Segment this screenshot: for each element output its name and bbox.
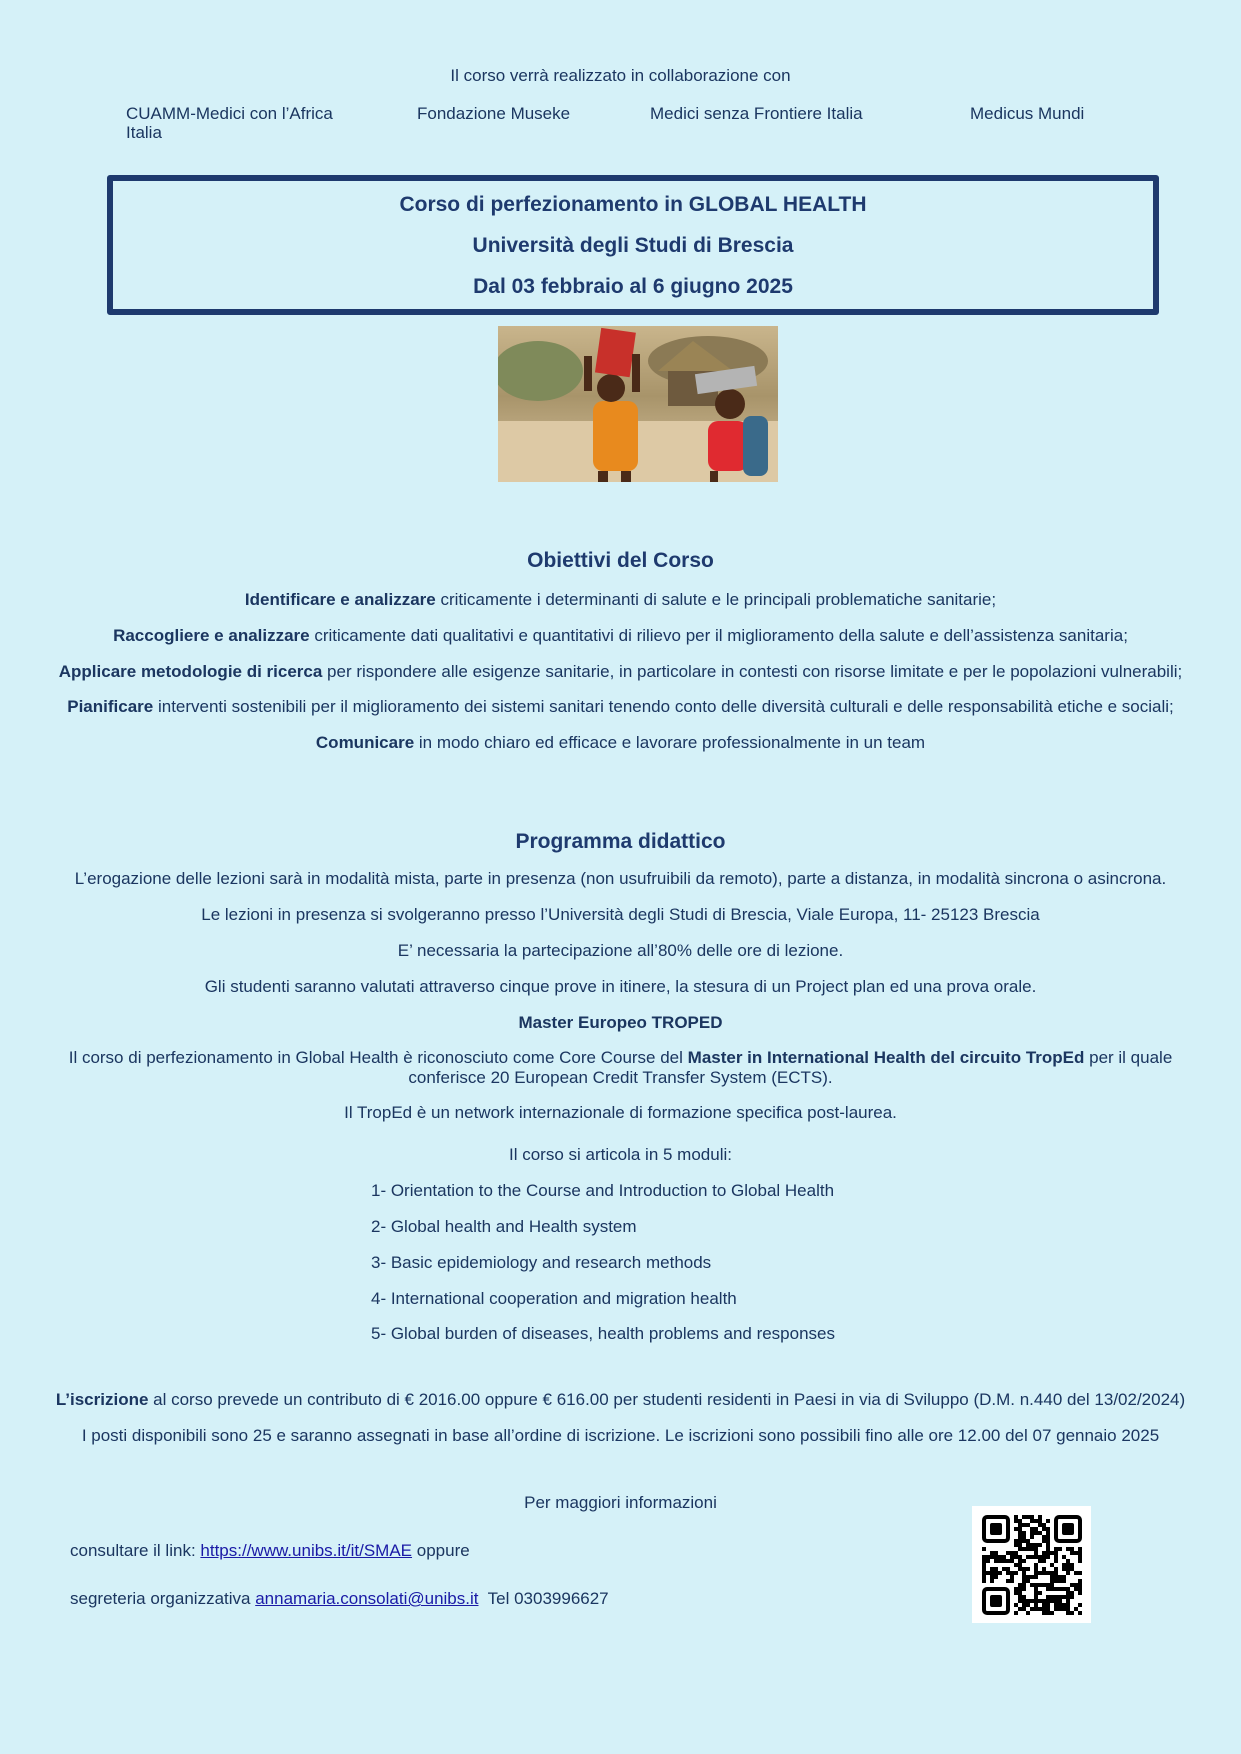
master-text: per il quale (1084, 1048, 1173, 1067)
secretary-line (70, 1589, 609, 1609)
objective-text: interventi sostenibili per il miglioramento dei sistemi sanitari tenendo conto delle diversità culturali e delle responsabilità etiche e sociali; (153, 697, 1174, 716)
partner-cuamm: CUAMM-Medici con l’Africa Italia (126, 104, 333, 142)
module-item: 1- Orientation to the Course and Introduction to Global Health (371, 1181, 835, 1200)
objective-bold: Identificare e analizzare (244, 590, 436, 609)
university-name: Università degli Studi di Brescia (472, 234, 794, 257)
program-paragraph: Le lezioni in presenza si svolgeranno presso l’Università degli Studi di Brescia, Viale Europa, 11- 25123 Brescia (201, 905, 1040, 924)
link-line (70, 1541, 470, 1561)
email-link[interactable]: annamaria.consolati@unibs.it (255, 1589, 479, 1608)
objective-item (0, 590, 1241, 610)
link-suffix: oppure (412, 1541, 470, 1560)
program-title: Programma didattico (515, 830, 726, 853)
objective-bold: Comunicare (315, 733, 415, 752)
master-title: Master Europeo TROPED (518, 1013, 723, 1032)
objectives-title: Obiettivi del Corso (527, 549, 714, 572)
module-item: 4- International cooperation and migration health (371, 1289, 737, 1308)
module-item: 5- Global burden of diseases, health problems and responses (371, 1324, 836, 1343)
enrollment-text: al corso prevede un contributo di € 2016.00 oppure € 616.00 per studenti residenti in Paesi in via di Sviluppo (D.M. n.440 del 13/02/2024) (148, 1390, 1186, 1409)
secretary-prefix: segreteria organizzativa (70, 1589, 256, 1608)
partner-msf: Medici senza Frontiere Italia (650, 104, 863, 123)
program-paragraph: Gli studenti saranno valutati attraverso cinque prove in itinere, la stesura di un Project plan ed una prova orale. (204, 977, 1037, 996)
link-prefix: consultare il link: (70, 1541, 201, 1560)
website-link[interactable]: https://www.unibs.it/it/SMAE (200, 1541, 413, 1560)
course-title-box (107, 175, 1159, 315)
collaboration-intro: Il corso verrà realizzato in collaborazione con (450, 66, 791, 85)
partner-museke: Fondazione Museke (417, 104, 571, 123)
modules-intro: Il corso si articola in 5 moduli: (509, 1145, 732, 1164)
objective-text: per rispondere alle esigenze sanitarie, in particolare in contesti con risorse limitate e per le popolazioni vulnerabili; (322, 662, 1183, 681)
places-paragraph: I posti disponibili sono 25 e saranno assegnati in base all’ordine di iscrizione. Le iscrizioni sono possibili fino alle ore 12.00 del 07 gennaio 2025 (81, 1426, 1160, 1445)
partner-medicus-mundi: Medicus Mundi (970, 104, 1085, 123)
objective-text: in modo chiaro ed efficace e lavorare professionalmente in un team (414, 733, 926, 752)
children-photo (498, 326, 778, 482)
objective-item (0, 697, 1241, 717)
module-item: 3- Basic epidemiology and research methods (371, 1253, 712, 1272)
course-title: Corso di perfezionamento in GLOBAL HEALTH (399, 193, 867, 216)
master-bold: Master in International Health del circuito TropEd (687, 1048, 1085, 1067)
master-paragraph-cont: conferisce 20 European Credit Transfer System (ECTS). (408, 1068, 833, 1087)
objective-bold: Applicare metodologie di ricerca (58, 662, 323, 681)
qr-code-icon (972, 1506, 1091, 1623)
enrollment-paragraph (0, 1390, 1241, 1410)
objective-item (0, 662, 1241, 682)
program-paragraph: L’erogazione delle lezioni sarà in modalità mista, parte in presenza (non usufruibili da remoto), parte a distanza, in modalità sincrona o asincrona. (74, 869, 1167, 888)
course-dates: Dal 03 febbraio al 6 giugno 2025 (473, 275, 793, 298)
master-text: Il corso di perfezionamento in Global Health è riconosciuto come Core Course del (68, 1048, 688, 1067)
master-paragraph (0, 1048, 1241, 1068)
program-paragraph: E’ necessaria la partecipazione all’80% delle ore di lezione. (397, 941, 844, 960)
objective-item (0, 733, 1241, 753)
troped-paragraph: Il TropEd è un network internazionale di formazione specifica post-laurea. (344, 1103, 897, 1122)
info-heading: Per maggiori informazioni (524, 1493, 717, 1512)
enrollment-bold: L’iscrizione (55, 1390, 149, 1409)
objective-text: criticamente dati qualitativi e quantitativi di rilievo per il miglioramento della salute e dell’assistenza sanitaria; (309, 626, 1128, 645)
objective-text: criticamente i determinanti di salute e le principali problematiche sanitarie; (435, 590, 997, 609)
module-item: 2- Global health and Health system (371, 1217, 637, 1236)
objective-item (0, 626, 1241, 646)
objective-bold: Raccogliere e analizzare (113, 626, 310, 645)
phone-number: Tel 0303996627 (478, 1589, 609, 1608)
objective-bold: Pianificare (67, 697, 154, 716)
